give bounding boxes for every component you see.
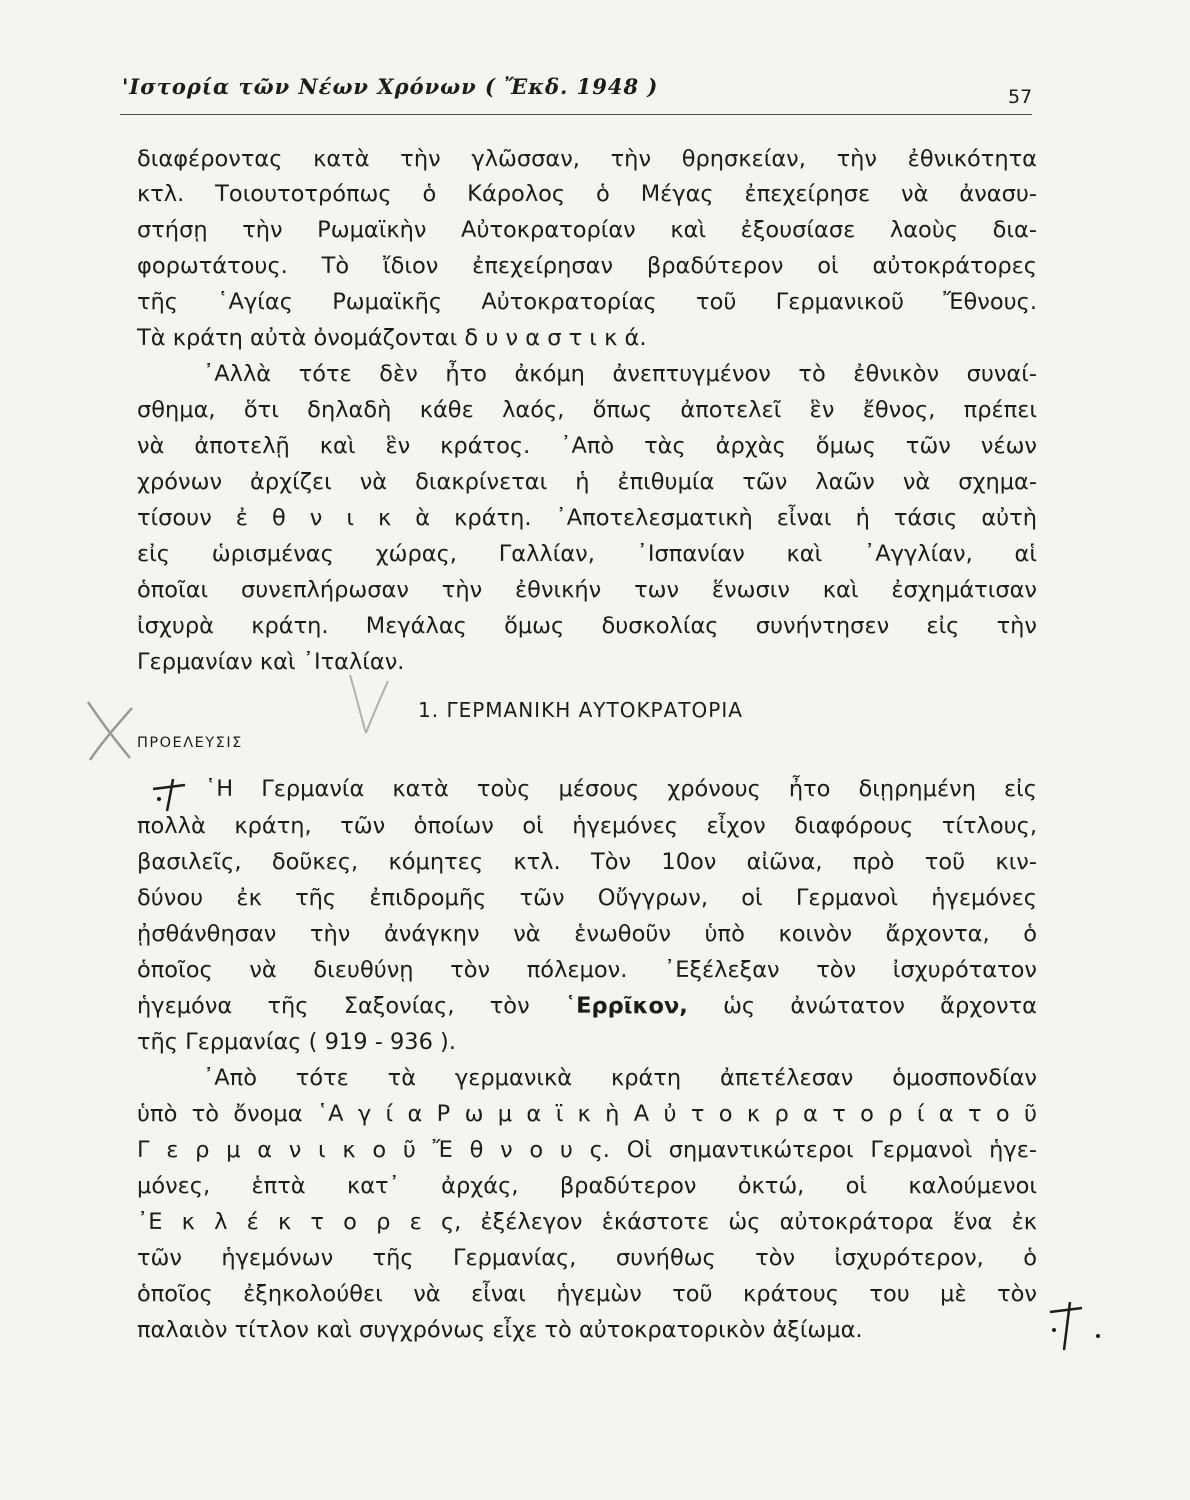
text-line: σθημα, ὅτι δηλαδὴ κάθε λαός, ὅπως ἀποτελεῖ ἓν ἔθνος, πρέπει (137, 397, 1037, 423)
text-line: ὁποῖος νὰ διευθύνῃ τὸν πόλεμον. ᾿Εξέλεξαν τὸν ἰσχυρότατον (137, 957, 1037, 983)
text-line: ᾿Απὸ τότε τὰ γερμανικὰ κράτη ἀπετέλεσαν ὁμοσπονδίαν (203, 1065, 1037, 1091)
text-line: ὁποῖος ἐξηκολούθει νὰ εἶναι ἡγεμὼν τοῦ κράτους του μὲ τὸν (137, 1281, 1037, 1307)
section-heading: 1. ΓΕΡΜΑΝΙΚΗ ΑΥΤΟΚΡΑΤΟΡΙΑ (418, 698, 743, 722)
text-line: ἰσχυρὰ κράτη. Μεγάλας ὅμως δυσκολίας συνήντησεν εἰς τὴν (137, 613, 1037, 639)
text-line: νὰ ἀποτελῇ καὶ ἓν κράτος. ᾿Απὸ τὰς ἀρχὰς ὅμως τῶν νέων (137, 433, 1037, 459)
text-line: ᾿Ε κ λ έ κ τ ο ρ ε ς, ἐξέλεγον ἑκάστοτε ὡς αὐτοκράτορα ἕνα ἐκ (137, 1209, 1037, 1235)
text-line: κτλ. Τοιουτοτρόπως ὁ Κάρολος ὁ Μέγας ἐπεχείρησε νὰ ἀνασυ- (137, 181, 1037, 207)
page-number: 57 (1008, 86, 1033, 108)
text-line: βασιλεῖς, δοῦκες, κόμητες κτλ. Τὸν 10ον αἰῶνα, πρὸ τοῦ κιν- (137, 849, 1037, 875)
text-line: δύνου ἐκ τῆς ἐπιδρομῆς τῶν Οὔγγρων, οἱ Γερμανοὶ ἡγεμόνες (137, 885, 1037, 911)
header-rule (120, 114, 1032, 115)
text-line: πολλὰ κράτη, τῶν ὁποίων οἱ ἡγεμόνες εἶχον διαφόρους τίτλους, (137, 813, 1037, 839)
text-line: Γ ε ρ μ α ν ι κ ο ῦ Ἔ θ ν ο υ ς. Οἱ σημαντικώτεροι Γερμανοὶ ἡγε- (137, 1137, 1037, 1163)
text-segment: ὡς ἀνώτατον ἄρχοντα (687, 993, 1037, 1019)
text-line: τῶν ἡγεμόνων τῆς Γερμανίας, συνήθως τὸν ἰσχυρότερον, ὁ (137, 1245, 1037, 1271)
text-line: Γερμανίαν καὶ ᾿Ιταλίαν. (137, 649, 405, 675)
text-line: εἰς ὡρισμένας χώρας, Γαλλίαν, ᾿Ισπανίαν καὶ ᾿Αγγλίαν, αἱ (137, 541, 1037, 567)
text-line: παλαιὸν τίτλον καὶ συγχρόνως εἶχε τὸ αὐτοκρατορικὸν ἀξίωμα. (137, 1317, 863, 1343)
text-line: τίσουν ἐ θ ν ι κ ὰ κράτη. ᾿Αποτελεσματικὴ εἶναι ἡ τάσις αὐτὴ (137, 505, 1037, 531)
text-line: μόνες, ἑπτὰ κατ᾿ ἀρχάς, βραδύτερον ὀκτώ, οἱ καλούμενοι (137, 1173, 1037, 1199)
text-segment: ἡγεμόνα τῆς Σαξονίας, τὸν (137, 993, 565, 1019)
pencil-check-mark-icon (330, 665, 410, 745)
text-line: φορωτάτους. Τὸ ἴδιον ἐπεχείρησαν βραδύτερον οἱ αὐτοκράτορες (137, 253, 1037, 279)
pencil-x-mark-icon (70, 690, 160, 770)
text-line: ᾐσθάνθησαν τὴν ἀνάγκην νὰ ἑνωθοῦν ὑπὸ κοινὸν ἄρχοντα, ὁ (137, 921, 1037, 947)
bold-name: ῾Ερρῖκον, (564, 993, 688, 1019)
text-line: ῾Η Γερμανία κατὰ τοὺς μέσους χρόνους ἦτο διῃρημένη εἰς (205, 776, 1037, 802)
ink-cross-mark-icon (145, 775, 195, 815)
text-line: Τὰ κράτη αὐτὰ ὀνομάζονται δ υ ν α σ τ ι κ ά. (137, 325, 647, 351)
text-line: διαφέροντας κατὰ τὴν γλῶσσαν, τὴν θρησκείαν, τὴν ἐθνικότητα (137, 146, 1037, 172)
text-line (137, 992, 1037, 1020)
text-line: ᾿Αλλὰ τότε δὲν ἦτο ἀκόμη ἀνεπτυγμένον τὸ ἐθνικὸν συναί- (203, 361, 1037, 387)
text-line: ὑπὸ τὸ ὄνομα ῾Α γ ί α Ρ ω μ α ϊ κ ὴ Α ὐ τ ο κ ρ α τ ο ρ ί α τ ο ῦ (137, 1101, 1037, 1127)
ink-cross-mark-icon (1040, 1296, 1110, 1356)
text-line: τῆς ῾Αγίας Ρωμαϊκῆς Αὐτοκρατορίας τοῦ Γερμανικοῦ Ἔθνους. (137, 289, 1037, 315)
text-line: ὁποῖαι συνεπλήρωσαν τὴν ἐθνικήν των ἕνωσιν καὶ ἐσχημάτισαν (137, 577, 1037, 603)
side-heading: ΠΡΟΕΛΕΥΣΙΣ (137, 735, 243, 751)
text-line: τῆς Γερμανίας ( 919 - 936 ). (137, 1029, 456, 1055)
running-title: 'Ιστορία τῶν Νέων Χρόνων ( Ἔκδ. 1948 ) (122, 74, 659, 99)
text-line: χρόνων ἀρχίζει νὰ διακρίνεται ἡ ἐπιθυμία τῶν λαῶν νὰ σχημα- (137, 469, 1037, 495)
text-line: στήσῃ τὴν Ρωμαϊκὴν Αὐτοκρατορίαν καὶ ἐξουσίασε λαοὺς δια- (137, 217, 1037, 243)
